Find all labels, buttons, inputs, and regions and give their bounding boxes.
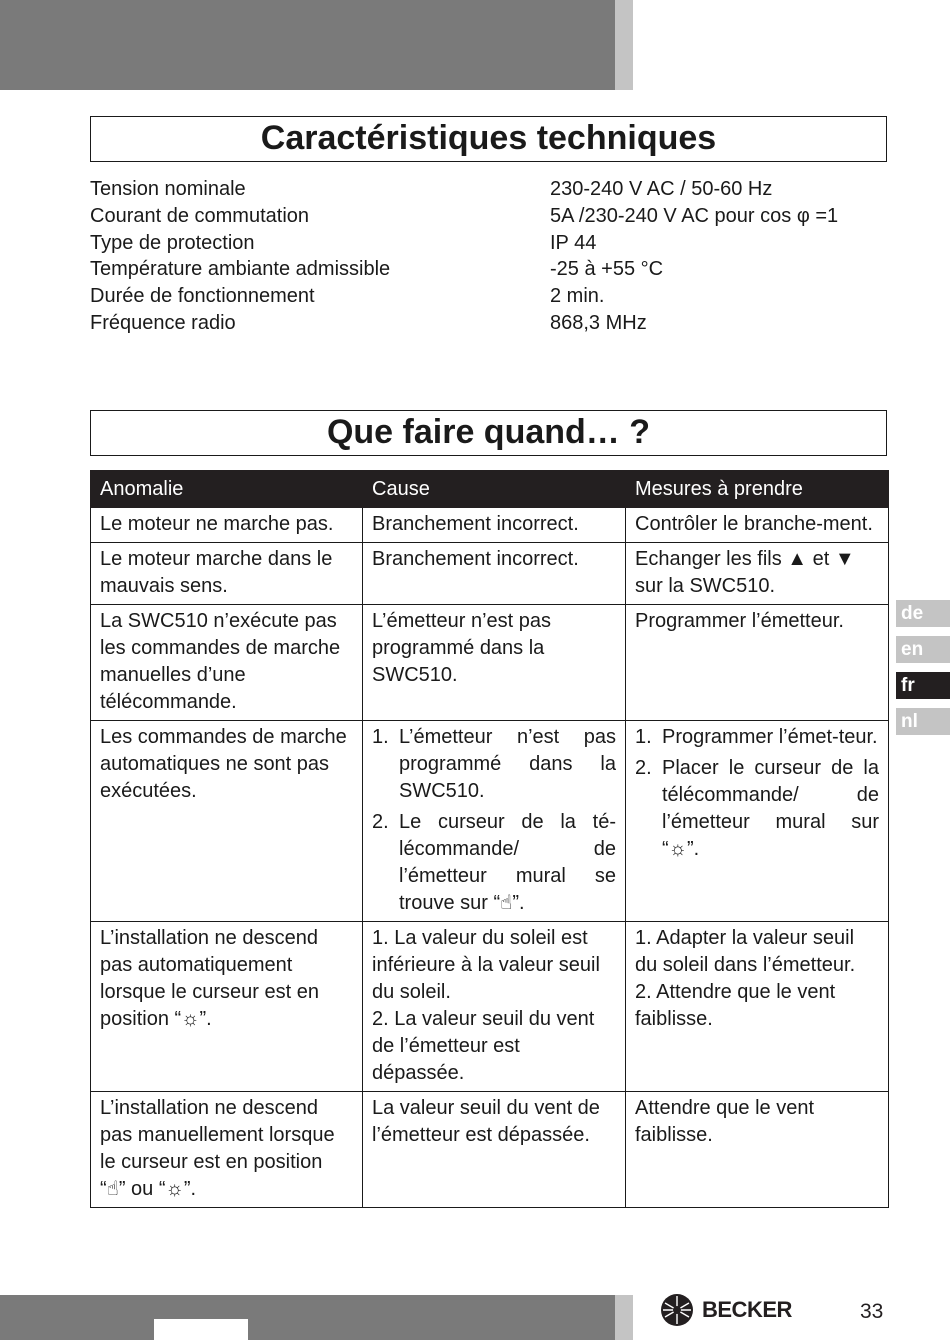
spec-label: Courant de commutation xyxy=(90,204,310,227)
language-tab-de[interactable]: de xyxy=(896,600,950,627)
cause-cell: L’émetteur n’est pas programmé dans la SWC510. xyxy=(363,605,626,721)
spec-row xyxy=(90,256,890,283)
spec-row xyxy=(90,176,890,203)
anomalie-cell: Le moteur ne marche pas. xyxy=(91,508,363,543)
specs-title: Caractéristiques techniques xyxy=(90,116,887,162)
brand-logo xyxy=(660,1293,792,1327)
cause-cell: Branchement incorrect. xyxy=(363,508,626,543)
mesure-cell: Contrôler le branche-ment. xyxy=(626,508,889,543)
table-row xyxy=(91,543,889,605)
cause-cell xyxy=(363,721,626,922)
mesure-cell: Programmer l’émetteur. xyxy=(626,605,889,721)
list-text: L’émetteur n’est pas programmé dans la SWC510. xyxy=(399,726,616,802)
list-text: Le curseur de la té-lécommande/ de l’émetteur mural se trouve sur “☝”. xyxy=(399,811,616,914)
bottom-decor-tab xyxy=(154,1319,248,1340)
language-tab-en[interactable]: en xyxy=(896,636,950,663)
top-decor-accent xyxy=(615,0,633,90)
troubleshooting-table xyxy=(90,470,889,1208)
list-text: Programmer l’émet-teur. xyxy=(662,726,878,748)
top-decor-bar xyxy=(0,0,615,90)
table-row xyxy=(91,508,889,543)
anomalie-cell: La SWC510 n’exécute pas les commandes de marche manuelles d’une télécommande. xyxy=(91,605,363,721)
anomalie-cell: L’installation ne descend pas automatiquement lorsque le curseur est en position “☼”. xyxy=(91,922,363,1092)
cause-line: 2. La valeur seuil du vent de l’émetteur est dépassée. xyxy=(372,1008,595,1084)
table-header-row xyxy=(91,471,889,508)
language-tab-fr[interactable]: fr xyxy=(896,672,950,699)
mesure-cell xyxy=(626,721,889,922)
spec-label: Température ambiante admissible xyxy=(90,258,391,281)
table-row xyxy=(91,1092,889,1208)
list-text: Placer le curseur de la télécommande/ de l’émetteur mural sur “☼”. xyxy=(662,757,879,860)
spec-label: Fréquence radio xyxy=(90,311,236,334)
page-number: 33 xyxy=(860,1300,884,1323)
spec-value: 868,3 MHz xyxy=(550,311,647,334)
list-item xyxy=(635,724,879,751)
table-row xyxy=(91,721,889,922)
spec-label: Durée de fonctionnement xyxy=(90,285,315,308)
list-item xyxy=(372,724,616,805)
cause-list xyxy=(372,724,616,917)
anomalie-cell: Le moteur marche dans le mauvais sens. xyxy=(91,543,363,605)
brand-name: BECKER xyxy=(702,1297,792,1322)
spec-value: -25 à +55 °C xyxy=(550,258,664,281)
spec-label: Tension nominale xyxy=(90,178,246,200)
spec-value: 2 min. xyxy=(550,285,605,308)
cause-cell: La valeur seuil du vent de l’émetteur est dépassée. xyxy=(363,1092,626,1208)
anomalie-cell: Les commandes de marche automatiques ne sont pas exécutées. xyxy=(91,721,363,922)
spec-label: Type de protection xyxy=(90,231,255,254)
mesure-list xyxy=(635,724,879,863)
spec-value: IP 44 xyxy=(550,231,597,254)
mesure-cell: Attendre que le vent faiblisse. xyxy=(626,1092,889,1208)
spec-value: 230-240 V AC / 50-60 Hz xyxy=(550,178,773,200)
spec-row xyxy=(90,230,890,257)
column-header-cause: Cause xyxy=(363,471,626,508)
spec-row xyxy=(90,310,890,337)
spec-value: 5A /230-240 V AC pour cos φ =1 xyxy=(550,204,839,227)
anomalie-cell: L’installation ne descend pas manuellement lorsque le curseur est en position “☝” ou “☼”. xyxy=(91,1092,363,1208)
cause-line: 1. La valeur du soleil est inférieure à la valeur seuil du soleil. xyxy=(372,927,600,1003)
column-header-anomalie: Anomalie xyxy=(91,471,363,508)
cause-cell: Branchement incorrect. xyxy=(363,543,626,605)
language-tab-nl[interactable]: nl xyxy=(896,708,950,735)
bottom-decor-bar xyxy=(0,1295,615,1340)
specs-list xyxy=(90,176,890,337)
column-header-mesures: Mesures à prendre xyxy=(626,471,889,508)
cause-cell xyxy=(363,922,626,1092)
list-item xyxy=(372,809,616,917)
mesure-cell xyxy=(626,922,889,1092)
mesure-line: 1. Adapter la valeur seuil du soleil dans l’émetteur. xyxy=(635,927,856,976)
list-item xyxy=(635,755,879,863)
spec-row xyxy=(90,203,890,230)
mesure-line: 2. Attendre que le vent faiblisse. xyxy=(635,981,836,1030)
bottom-decor-accent xyxy=(615,1295,633,1340)
table-row xyxy=(91,922,889,1092)
list-number: 2. xyxy=(372,811,389,833)
becker-logo-icon xyxy=(660,1293,694,1327)
troubleshooting-title: Que faire quand… ? xyxy=(90,410,887,456)
spec-row xyxy=(90,283,890,310)
list-number: 2. xyxy=(635,757,652,779)
mesure-cell: Echanger les fils ▲ et ▼ sur la SWC510. xyxy=(626,543,889,605)
table-row xyxy=(91,605,889,721)
list-number: 1. xyxy=(635,726,652,748)
list-number: 1. xyxy=(372,726,389,748)
language-tabs xyxy=(896,600,950,744)
